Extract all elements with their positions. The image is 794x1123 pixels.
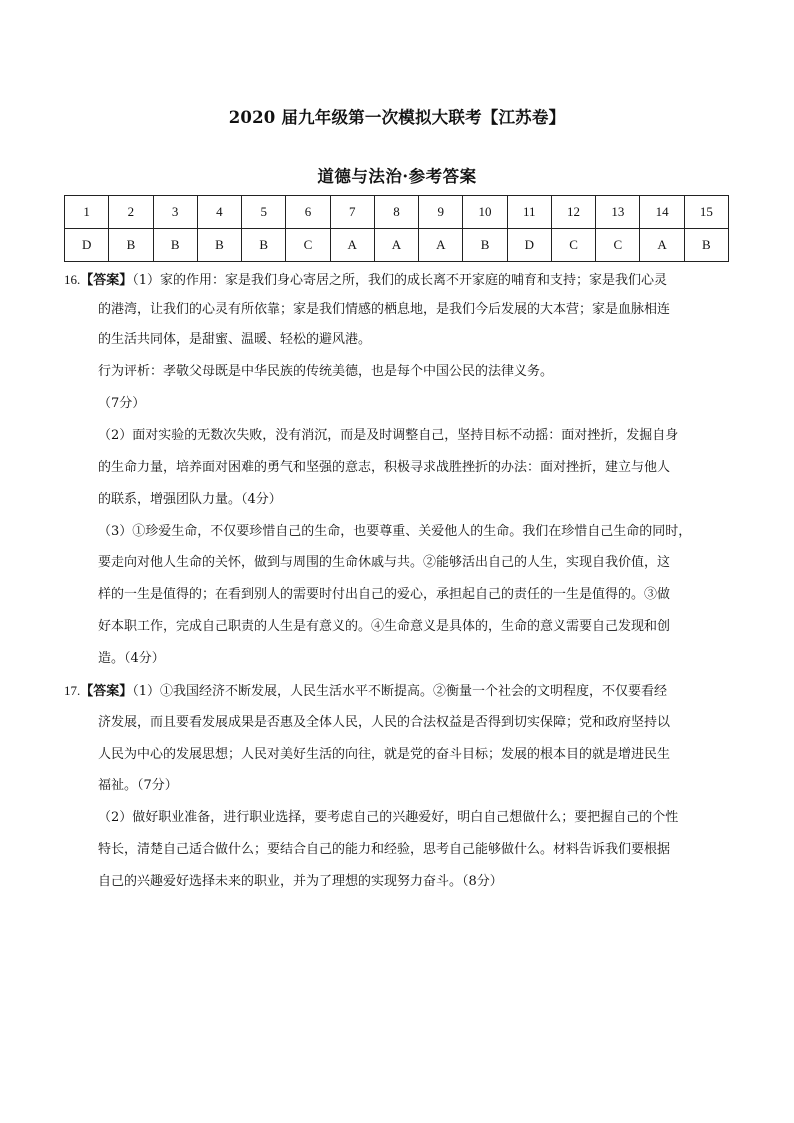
q17-text: （1）①我国经济不断发展，人民生活水平不断提高。②衡量一个社会的文明程度，不仅要看经 <box>132 684 668 699</box>
q16-line-7: 的生命力量，培养面对困难的勇气和坚强的意志，积极寻求战胜挫折的办法：面对挫折，建立与他人 <box>98 460 671 475</box>
answer-cell: A <box>419 229 463 262</box>
q17-number: 17. <box>64 683 81 698</box>
q17-line-1 <box>64 676 667 707</box>
q17-line-4: 福祉。（7分） <box>98 778 178 793</box>
question-number-cell: 3 <box>153 196 197 229</box>
answer-cell: A <box>374 229 418 262</box>
q16-line-3: 的生活共同体，是甜蜜、温暖、轻松的避风港。 <box>98 332 372 347</box>
q17-line-2: 济发展，而且要看发展成果是否惠及全体人民，人民的合法权益是否得到切实保障；党和政府坚持以 <box>98 715 671 730</box>
q16-line-4: 行为评析：孝敬父母既是中华民族的传统美德，也是每个中国公民的法律义务。 <box>98 364 554 379</box>
q16-line-12: 好本职工作，完成自己职责的人生是有意义的。④生命意义是具体的，生命的意义需要自己发现和创 <box>98 619 671 634</box>
q17-line-6: 特长，清楚自己适合做什么；要结合自己的能力和经验，思考自己能够做什么。材料告诉我们要根据 <box>98 842 671 857</box>
question-number-cell: 2 <box>109 196 153 229</box>
answer-cell: A <box>640 229 684 262</box>
answer-cell: A <box>330 229 374 262</box>
question-number-cell: 15 <box>684 196 728 229</box>
answer-cell: B <box>463 229 507 262</box>
question-number-cell: 13 <box>596 196 640 229</box>
answer-cell: B <box>153 229 197 262</box>
q16-line-6: （2）面对实验的无数次失败，没有消沉，而是及时调整自己，坚持目标不动摇：面对挫折，发掘自身 <box>98 428 679 443</box>
q16-line-8: 的联系，增强团队力量。（4分） <box>98 492 282 507</box>
q16-line-5: （7分） <box>98 396 146 411</box>
q16-line-1 <box>64 265 667 296</box>
question-number-cell: 14 <box>640 196 684 229</box>
q17-answer-label: 【答案】 <box>80 684 133 699</box>
q16-line-10: 要走向对他人生命的关怀，做到与周围的生命休戚与共。②能够活出自己的人生，实现自我价值，这 <box>98 555 671 570</box>
question-number-cell: 12 <box>551 196 595 229</box>
answer-cell: D <box>507 229 551 262</box>
answer-cell: D <box>65 229 109 262</box>
question-number-cell: 9 <box>419 196 463 229</box>
question-number-cell: 11 <box>507 196 551 229</box>
answer-table-number-row <box>65 196 729 229</box>
question-number-cell: 5 <box>242 196 286 229</box>
answer-cell: C <box>286 229 330 262</box>
page-title: 2020 届九年级第一次模拟大联考【江苏卷】 <box>228 108 566 127</box>
q16-answer-label: 【答案】 <box>80 273 133 288</box>
page-subtitle: 道德与法治·参考答案 <box>317 167 477 186</box>
answer-cell: C <box>596 229 640 262</box>
answer-cell: C <box>551 229 595 262</box>
question-number-cell: 6 <box>286 196 330 229</box>
question-number-cell: 1 <box>65 196 109 229</box>
q16-number: 16. <box>64 272 81 287</box>
answer-cell: B <box>684 229 728 262</box>
answer-table <box>64 195 729 262</box>
answer-table-answer-row <box>65 229 729 262</box>
q16-line-2: 的港湾，让我们的心灵有所依靠；家是我们情感的栖息地，是我们今后发展的大本营；家是血脉相连 <box>98 302 671 317</box>
q17-line-7: 自己的兴趣爱好选择未来的职业，并为了理想的实现努力奋斗。（8分） <box>98 874 503 889</box>
question-number-cell: 8 <box>374 196 418 229</box>
question-number-cell: 4 <box>197 196 241 229</box>
q16-line-13: 造。（4分） <box>98 651 165 666</box>
q17-line-5: （2）做好职业准备，进行职业选择，要考虑自己的兴趣爱好，明白自己想做什么；要把握自己的个性 <box>98 810 679 825</box>
q17-line-3: 人民为中心的发展思想；人民对美好生活的向往，就是党的奋斗目标；发展的根本目的就是增进民生 <box>98 747 671 762</box>
q16-text: （1）家的作用：家是我们身心寄居之所，我们的成长离不开家庭的哺育和支持；家是我们心灵 <box>132 273 668 288</box>
answer-cell: B <box>197 229 241 262</box>
answer-cell: B <box>109 229 153 262</box>
question-number-cell: 10 <box>463 196 507 229</box>
q16-line-11: 样的一生是值得的；在看到别人的需要时付出自己的爱心，承担起自己的责任的一生是值得的。③做 <box>98 587 671 602</box>
answer-cell: B <box>242 229 286 262</box>
q16-line-9: （3）①珍爱生命，不仅要珍惜自己的生命，也要尊重、关爱他人的生命。我们在珍惜自己生命的同时， <box>98 524 692 539</box>
question-number-cell: 7 <box>330 196 374 229</box>
